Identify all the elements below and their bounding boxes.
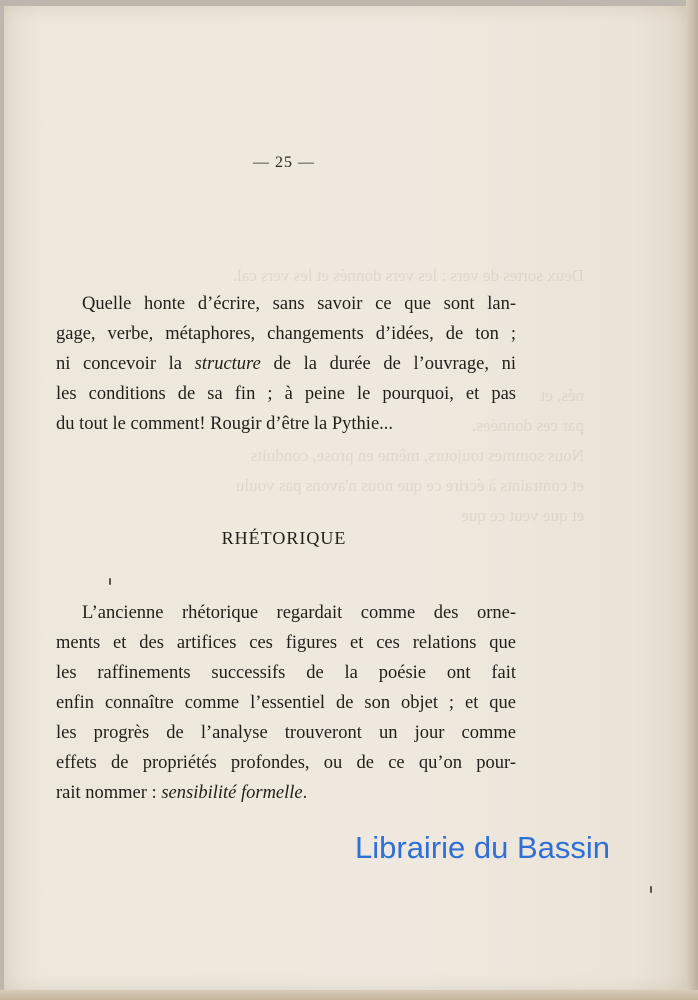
text-line: gage, verbe, métaphores, changements d’idées, de ton ; xyxy=(56,324,516,344)
text-line xyxy=(56,349,516,379)
emphasis-structure: structure xyxy=(194,354,261,374)
text-segment: ni concevoir la xyxy=(56,354,182,374)
text-line: effets de propriétés profondes, ou de ce qu’on pour- xyxy=(56,753,516,773)
bottom-edge xyxy=(0,990,698,1000)
text-segment: de la durée de l’ouvrage, ni xyxy=(273,354,517,374)
text-line: Quelle honte d’écrire, sans savoir ce que sont lan- xyxy=(82,294,516,314)
text-line: ments et des artifices ces figures et ces relations que xyxy=(56,633,516,653)
text-line: les progrès de l’analyse trouveront un jour comme xyxy=(56,723,516,743)
paper-speck xyxy=(109,578,111,585)
text-line xyxy=(56,778,516,808)
text-line: L’ancienne rhétorique regardait comme des orne- xyxy=(82,603,516,623)
text-segment: rait nommer : xyxy=(56,783,157,803)
paper-speck xyxy=(650,886,652,893)
text-segment: . xyxy=(302,783,308,803)
text-line: les conditions de sa fin ; à peine le pourquoi, et pas xyxy=(56,384,516,404)
watermark: Librairie du Bassin xyxy=(355,830,611,865)
section-heading: RHÉTORIQUE xyxy=(221,528,347,548)
text-line: enfin connaître comme l’essentiel de son objet ; et que xyxy=(56,693,516,713)
paragraph-1 xyxy=(56,289,516,439)
page-edge xyxy=(686,0,698,1000)
text-line: les raffinements successifs de la poésie ont fait xyxy=(56,663,516,683)
emphasis-sensibilite: sensibilité formelle xyxy=(161,783,303,803)
page-number: — 25 — xyxy=(253,154,315,171)
text-line: du tout le comment! Rougir d’être la Pythie... xyxy=(56,414,394,434)
show-through-text: Deux sortes de vers : les vers donnés et les vers cal. nés, et par ces données. Nous sommes toujours, même en prose, conduits et contraints à écrire ce que nous n'avons pas voulu et que veut ce que xyxy=(232,266,584,525)
paragraph-2 xyxy=(56,598,516,808)
